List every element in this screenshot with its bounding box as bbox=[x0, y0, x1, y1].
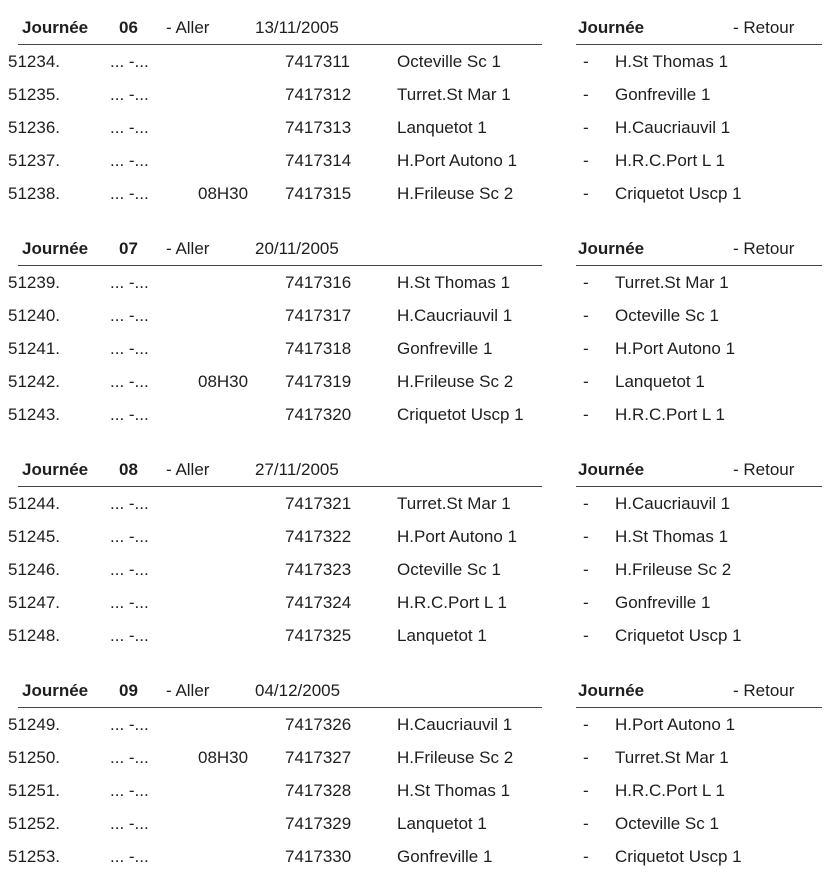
header-rule-right bbox=[576, 265, 822, 266]
header-rule-left bbox=[18, 44, 542, 45]
match-row bbox=[0, 814, 827, 846]
retour-label: - Retour bbox=[733, 18, 795, 37]
score-placeholder: ... -... bbox=[110, 52, 149, 71]
header-rule-right bbox=[576, 486, 822, 487]
match-row bbox=[0, 626, 827, 658]
home-team: H.Caucriauvil 1 bbox=[397, 306, 513, 325]
round-block-09 bbox=[0, 663, 827, 873]
aller-label: - Aller bbox=[166, 239, 210, 258]
match-id: 51244. bbox=[8, 494, 60, 513]
score-placeholder: ... -... bbox=[110, 306, 149, 325]
home-team: H.Frileuse Sc 2 bbox=[397, 372, 514, 391]
score-placeholder: ... -... bbox=[110, 593, 149, 612]
versus-dash: - bbox=[583, 118, 589, 137]
score-placeholder: ... -... bbox=[110, 748, 149, 767]
match-row bbox=[0, 118, 827, 150]
score-placeholder: ... -... bbox=[110, 715, 149, 734]
away-team: Lanquetot 1 bbox=[615, 372, 705, 391]
match-row bbox=[0, 339, 827, 371]
home-team: Criquetot Uscp 1 bbox=[397, 405, 524, 424]
match-id: 51243. bbox=[8, 405, 60, 424]
match-row bbox=[0, 273, 827, 305]
retour-round-label: Journée bbox=[578, 460, 645, 479]
home-team: Lanquetot 1 bbox=[397, 626, 487, 645]
home-team: H.Port Autono 1 bbox=[397, 151, 518, 170]
versus-dash: - bbox=[583, 85, 589, 104]
aller-label: - Aller bbox=[166, 460, 210, 479]
header-rule-left bbox=[18, 707, 542, 708]
match-row bbox=[0, 52, 827, 84]
match-id: 51247. bbox=[8, 593, 60, 612]
match-row bbox=[0, 85, 827, 117]
kickoff-time: 08H30 bbox=[198, 372, 249, 391]
match-row bbox=[0, 494, 827, 526]
away-team: H.R.C.Port L 1 bbox=[615, 151, 725, 170]
match-id: 51238. bbox=[8, 184, 60, 203]
match-code: 7417325 bbox=[285, 626, 352, 645]
match-code: 7417323 bbox=[285, 560, 352, 579]
away-team: Turret.St Mar 1 bbox=[615, 273, 729, 292]
score-placeholder: ... -... bbox=[110, 85, 149, 104]
match-code: 7417322 bbox=[285, 527, 352, 546]
versus-dash: - bbox=[583, 781, 589, 800]
kickoff-time: 08H30 bbox=[198, 184, 249, 203]
match-code: 7417326 bbox=[285, 715, 352, 734]
home-team: Octeville Sc 1 bbox=[397, 52, 501, 71]
home-team: Gonfreville 1 bbox=[397, 847, 493, 866]
away-team: Criquetot Uscp 1 bbox=[615, 184, 742, 203]
versus-dash: - bbox=[583, 405, 589, 424]
home-team: Turret.St Mar 1 bbox=[397, 494, 511, 513]
match-row bbox=[0, 781, 827, 813]
away-team: H.Caucriauvil 1 bbox=[615, 118, 731, 137]
match-code: 7417329 bbox=[285, 814, 352, 833]
versus-dash: - bbox=[583, 715, 589, 734]
match-id: 51237. bbox=[8, 151, 60, 170]
match-code: 7417319 bbox=[285, 372, 352, 391]
away-team: Octeville Sc 1 bbox=[615, 814, 719, 833]
home-team: H.Caucriauvil 1 bbox=[397, 715, 513, 734]
match-row bbox=[0, 527, 827, 559]
match-code: 7417320 bbox=[285, 405, 352, 424]
versus-dash: - bbox=[583, 151, 589, 170]
away-team: H.Port Autono 1 bbox=[615, 715, 736, 734]
match-code: 7417317 bbox=[285, 306, 352, 325]
round-label: Journée bbox=[22, 18, 89, 37]
away-team: Gonfreville 1 bbox=[615, 85, 711, 104]
versus-dash: - bbox=[583, 52, 589, 71]
match-code: 7417330 bbox=[285, 847, 352, 866]
round-number: 07 bbox=[119, 239, 138, 258]
home-team: Octeville Sc 1 bbox=[397, 560, 501, 579]
away-team: H.Frileuse Sc 2 bbox=[615, 560, 732, 579]
aller-label: - Aller bbox=[166, 18, 210, 37]
match-row bbox=[0, 593, 827, 625]
away-team: H.St Thomas 1 bbox=[615, 527, 729, 546]
match-code: 7417315 bbox=[285, 184, 352, 203]
home-team: Lanquetot 1 bbox=[397, 118, 487, 137]
retour-label: - Retour bbox=[733, 239, 795, 258]
versus-dash: - bbox=[583, 339, 589, 358]
match-id: 51248. bbox=[8, 626, 60, 645]
versus-dash: - bbox=[583, 494, 589, 513]
match-code: 7417321 bbox=[285, 494, 352, 513]
home-team: H.St Thomas 1 bbox=[397, 273, 511, 292]
match-code: 7417313 bbox=[285, 118, 352, 137]
header-rule-left bbox=[18, 265, 542, 266]
score-placeholder: ... -... bbox=[110, 273, 149, 292]
score-placeholder: ... -... bbox=[110, 814, 149, 833]
score-placeholder: ... -... bbox=[110, 118, 149, 137]
match-code: 7417314 bbox=[285, 151, 352, 170]
match-row bbox=[0, 748, 827, 780]
score-placeholder: ... -... bbox=[110, 184, 149, 203]
round-number: 06 bbox=[119, 18, 138, 37]
score-placeholder: ... -... bbox=[110, 372, 149, 391]
away-team: Criquetot Uscp 1 bbox=[615, 626, 742, 645]
round-date: 13/11/2005 bbox=[255, 18, 339, 37]
versus-dash: - bbox=[583, 527, 589, 546]
match-id: 51234. bbox=[8, 52, 60, 71]
away-team: Octeville Sc 1 bbox=[615, 306, 719, 325]
match-code: 7417327 bbox=[285, 748, 352, 767]
retour-label: - Retour bbox=[733, 460, 795, 479]
score-placeholder: ... -... bbox=[110, 847, 149, 866]
round-block-07 bbox=[0, 221, 827, 431]
match-row bbox=[0, 184, 827, 216]
retour-round-label: Journée bbox=[578, 681, 645, 700]
round-label: Journée bbox=[22, 681, 89, 700]
match-id: 51252. bbox=[8, 814, 60, 833]
header-rule-right bbox=[576, 44, 822, 45]
match-code: 7417312 bbox=[285, 85, 352, 104]
retour-label: - Retour bbox=[733, 681, 795, 700]
match-id: 51241. bbox=[8, 339, 60, 358]
away-team: H.R.C.Port L 1 bbox=[615, 781, 725, 800]
round-number: 08 bbox=[119, 460, 138, 479]
score-placeholder: ... -... bbox=[110, 626, 149, 645]
match-id: 51253. bbox=[8, 847, 60, 866]
score-placeholder: ... -... bbox=[110, 781, 149, 800]
versus-dash: - bbox=[583, 748, 589, 767]
retour-round-label: Journée bbox=[578, 239, 645, 258]
score-placeholder: ... -... bbox=[110, 151, 149, 170]
round-date: 27/11/2005 bbox=[255, 460, 339, 479]
away-team: H.Caucriauvil 1 bbox=[615, 494, 731, 513]
home-team: H.Port Autono 1 bbox=[397, 527, 518, 546]
match-id: 51245. bbox=[8, 527, 60, 546]
match-row bbox=[0, 405, 827, 437]
away-team: Criquetot Uscp 1 bbox=[615, 847, 742, 866]
match-row bbox=[0, 715, 827, 747]
score-placeholder: ... -... bbox=[110, 494, 149, 513]
round-number: 09 bbox=[119, 681, 138, 700]
match-row bbox=[0, 372, 827, 404]
match-row bbox=[0, 151, 827, 183]
kickoff-time: 08H30 bbox=[198, 748, 249, 767]
away-team: Gonfreville 1 bbox=[615, 593, 711, 612]
match-id: 51249. bbox=[8, 715, 60, 734]
away-team: Turret.St Mar 1 bbox=[615, 748, 729, 767]
match-id: 51236. bbox=[8, 118, 60, 137]
versus-dash: - bbox=[583, 560, 589, 579]
match-id: 51235. bbox=[8, 85, 60, 104]
match-id: 51246. bbox=[8, 560, 60, 579]
match-id: 51250. bbox=[8, 748, 60, 767]
match-code: 7417328 bbox=[285, 781, 352, 800]
match-id: 51240. bbox=[8, 306, 60, 325]
versus-dash: - bbox=[583, 184, 589, 203]
versus-dash: - bbox=[583, 847, 589, 866]
match-code: 7417316 bbox=[285, 273, 352, 292]
round-block-08 bbox=[0, 442, 827, 652]
header-rule-left bbox=[18, 486, 542, 487]
match-code: 7417318 bbox=[285, 339, 352, 358]
round-label: Journée bbox=[22, 239, 89, 258]
round-date: 20/11/2005 bbox=[255, 239, 339, 258]
retour-round-label: Journée bbox=[578, 18, 645, 37]
match-id: 51242. bbox=[8, 372, 60, 391]
versus-dash: - bbox=[583, 814, 589, 833]
home-team: H.R.C.Port L 1 bbox=[397, 593, 507, 612]
round-block-06 bbox=[0, 0, 827, 210]
score-placeholder: ... -... bbox=[110, 560, 149, 579]
round-date: 04/12/2005 bbox=[255, 681, 341, 700]
score-placeholder: ... -... bbox=[110, 405, 149, 424]
home-team: Turret.St Mar 1 bbox=[397, 85, 511, 104]
match-row bbox=[0, 306, 827, 338]
versus-dash: - bbox=[583, 593, 589, 612]
match-row bbox=[0, 560, 827, 592]
home-team: H.Frileuse Sc 2 bbox=[397, 184, 514, 203]
versus-dash: - bbox=[583, 626, 589, 645]
match-code: 7417324 bbox=[285, 593, 352, 612]
match-code: 7417311 bbox=[285, 52, 350, 71]
score-placeholder: ... -... bbox=[110, 339, 149, 358]
home-team: H.St Thomas 1 bbox=[397, 781, 511, 800]
away-team: H.St Thomas 1 bbox=[615, 52, 729, 71]
versus-dash: - bbox=[583, 372, 589, 391]
aller-label: - Aller bbox=[166, 681, 210, 700]
away-team: H.Port Autono 1 bbox=[615, 339, 736, 358]
home-team: Lanquetot 1 bbox=[397, 814, 487, 833]
versus-dash: - bbox=[583, 273, 589, 292]
match-id: 51239. bbox=[8, 273, 60, 292]
versus-dash: - bbox=[583, 306, 589, 325]
score-placeholder: ... -... bbox=[110, 527, 149, 546]
away-team: H.R.C.Port L 1 bbox=[615, 405, 725, 424]
home-team: H.Frileuse Sc 2 bbox=[397, 748, 514, 767]
home-team: Gonfreville 1 bbox=[397, 339, 493, 358]
round-label: Journée bbox=[22, 460, 89, 479]
match-id: 51251. bbox=[8, 781, 60, 800]
header-rule-right bbox=[576, 707, 822, 708]
match-row bbox=[0, 847, 827, 879]
